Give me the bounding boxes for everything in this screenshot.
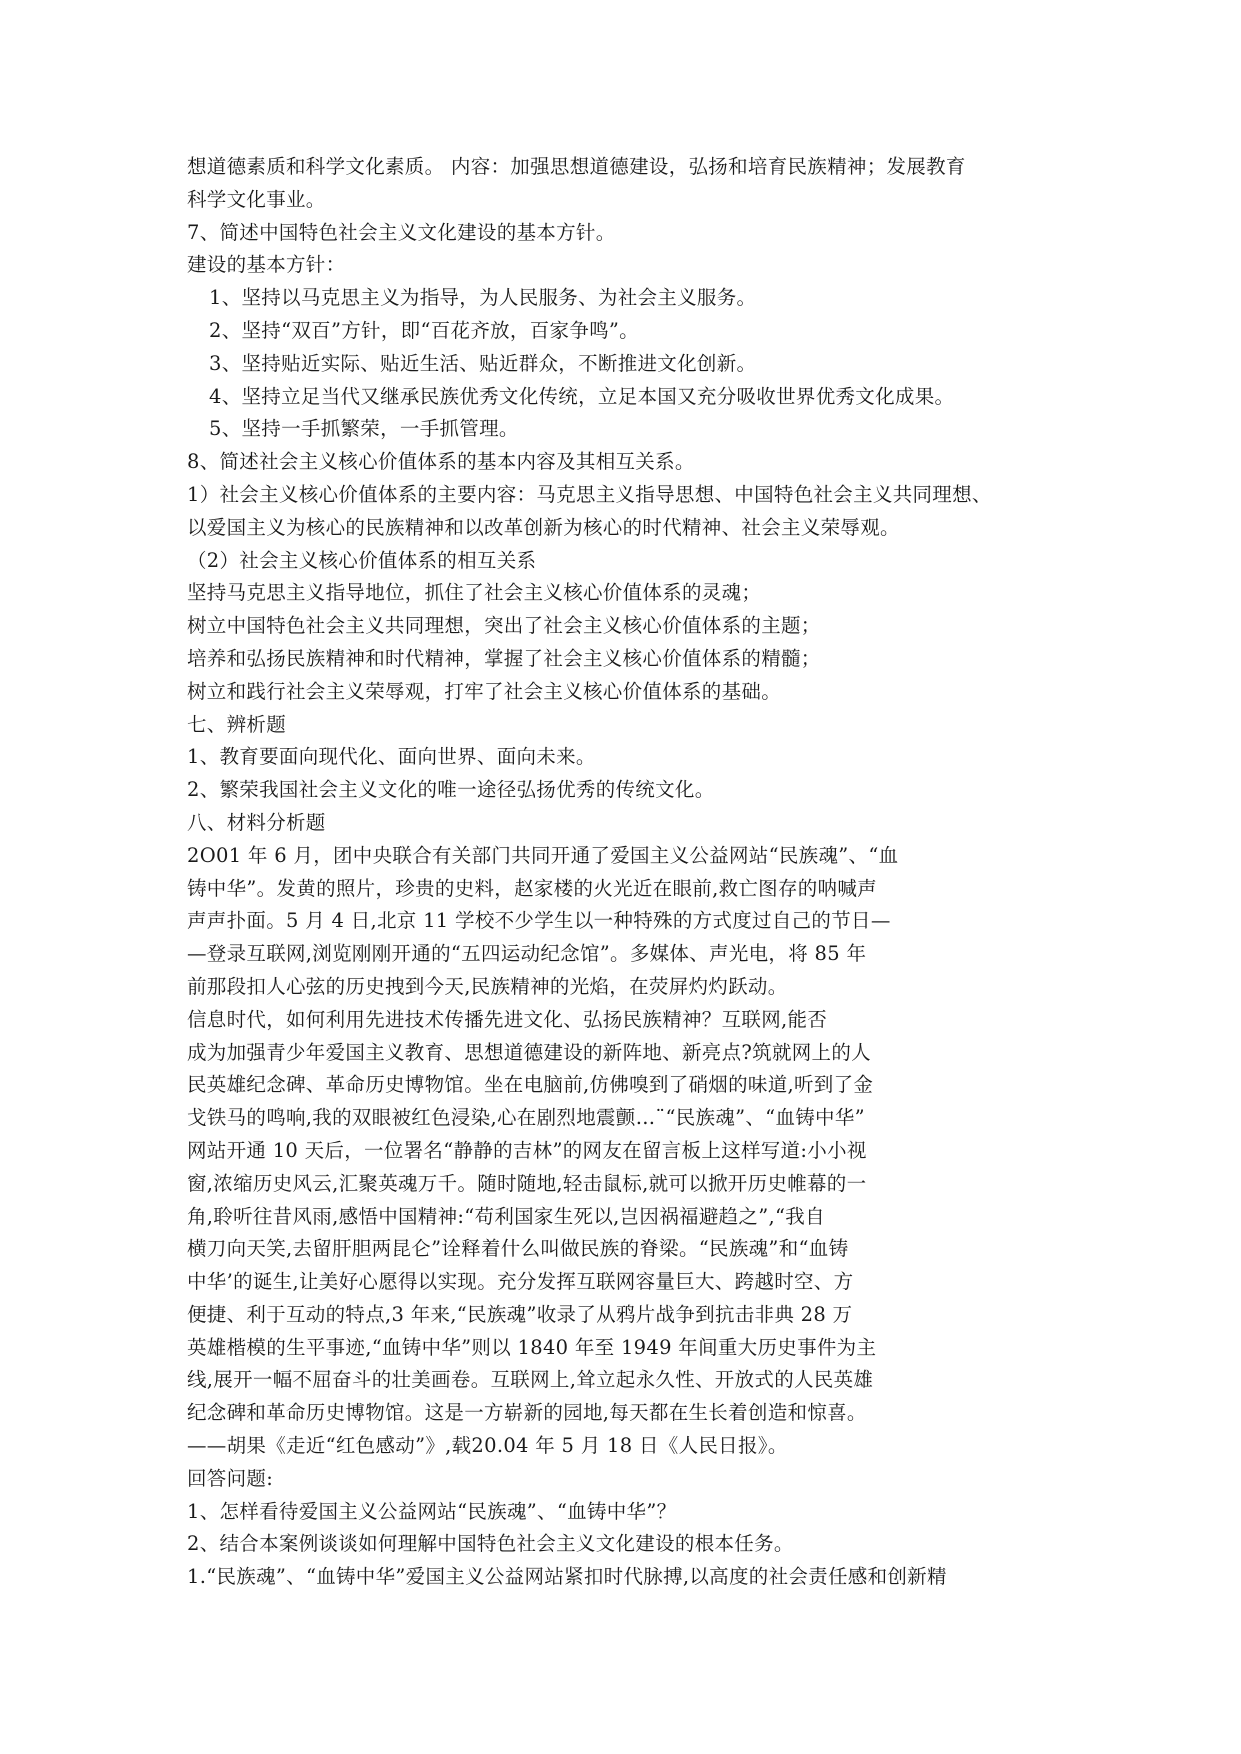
list-item: 1、怎样看待爱国主义公益网站“民族魂”、“血铸中华”？ [187, 1499, 677, 1523]
material-line: 网站开通 10 天后，一位署名“静静的吉林”的网友在留言板上这样写道:小小视 [187, 1138, 867, 1162]
text-line: 建设的基本方针： [187, 253, 346, 277]
text-line: 树立中国特色社会主义共同理想，突出了社会主义核心价值体系的主题； [187, 614, 821, 638]
material-line: 铸中华”。发黄的照片，珍贵的史料，赵家楼的火光近在眼前,救亡图存的呐喊声 [187, 876, 877, 900]
material-line: 民英雄纪念碑、革命历史博物馆。坐在电脑前,仿佛嗅到了硝烟的味道,听到了金 [187, 1073, 874, 1097]
material-line: 线,展开一幅不屈奋斗的壮美画卷。互联网上,耸立起永久性、开放式的人民英雄 [187, 1368, 874, 1392]
material-line: 角,聆听往昔风雨,感悟中国精神:“苟利国家生死以,岂因祸福避趋之”,“我自 [187, 1204, 825, 1228]
section-heading: 七、辨析题 [187, 712, 287, 736]
material-line: —登录互联网,浏览刚刚开通的“五四运动纪念馆”。多媒体、声光电，将 85 年 [187, 942, 867, 966]
material-line: 英雄楷模的生平事迹,“血铸中华”则以 1840 年至 1949 年间重大历史事件为主 [187, 1335, 877, 1359]
material-line: 便捷、利于互动的特点,3 年来,“民族魂”收录了从鸦片战争到抗击非典 28 万 [187, 1302, 853, 1326]
question-heading: 8、简述社会主义核心价值体系的基本内容及其相互关系。 [187, 450, 695, 474]
text-line: 科学文化事业。 [187, 187, 326, 211]
text-line: 培养和弘扬民族精神和时代精神，掌握了社会主义核心价值体系的精髓； [187, 646, 821, 670]
section-heading: 八、材料分析题 [187, 810, 326, 834]
material-line: 窗,浓缩历史风云,汇聚英魂万千。随时随地,轻击鼠标,就可以掀开历史帷幕的一 [187, 1171, 867, 1195]
text-line: 回答问题: [187, 1466, 274, 1490]
text-line: 1）社会主义核心价值体系的主要内容：马克思主义指导思想、中国特色社会主义共同理想、 [187, 482, 992, 506]
list-item: 5、坚持一手抓繁荣，一手抓管理。 [209, 417, 519, 441]
material-line: 2O01 年 6 月，团中央联合有关部门共同开通了爱国主义公益网站“民族魂”、“血 [187, 843, 899, 867]
list-item: 4、坚持立足当代又继承民族优秀文化传统，立足本国又充分吸收世界优秀文化成果。 [209, 384, 955, 408]
material-line: 纪念碑和革命历史博物馆。这是一方崭新的园地,每天都在生长着创造和惊喜。 [187, 1401, 867, 1425]
text-line: （2）社会主义核心价值体系的相互关系 [187, 548, 537, 572]
material-line: 戈铁马的鸣响,我的双眼被红色浸染,心在剧烈地震颤…¨“民族魂”、“血铸中华” [187, 1106, 865, 1130]
citation-line: ——胡果《走近“红色感动”》,载20.04 年 5 月 18 日《人民日报》。 [187, 1434, 788, 1458]
material-line: 信息时代，如何利用先进技术传播先进文化、弘扬民族精神？互联网,能否 [187, 1007, 828, 1031]
material-line: 横刀向天笑,去留肝胆两昆仑”诠释着什么叫做民族的脊梁。“民族魂”和“血铸 [187, 1237, 849, 1261]
question-heading: 7、简述中国特色社会主义文化建设的基本方针。 [187, 220, 616, 244]
list-item: 3、坚持贴近实际、贴近生活、贴近群众，不断推进文化创新。 [209, 351, 757, 375]
material-line: 中华’的诞生,让美好心愿得以实现。充分发挥互联网容量巨大、跨越时空、方 [187, 1270, 854, 1294]
list-item: 1、教育要面向现代化、面向世界、面向未来。 [187, 745, 596, 769]
material-line: 成为加强青少年爱国主义教育、思想道德建设的新阵地、新亮点?筑就网上的人 [187, 1040, 871, 1064]
material-line: 前那段扣人心弦的历史拽到今天,民族精神的光焰，在荧屏灼灼跃动。 [187, 974, 788, 998]
list-item: 2、繁荣我国社会主义文化的唯一途径弘扬优秀的传统文化。 [187, 778, 715, 802]
list-item: 1、坚持以马克思主义为指导，为人民服务、为社会主义服务。 [209, 286, 757, 310]
text-line: 以爱国主义为核心的民族精神和以改革创新为核心的时代精神、社会主义荣辱观。 [187, 515, 900, 539]
list-item: 2、坚持“双百”方针，即“百花齐放，百家争鸣”。 [209, 318, 639, 342]
text-line: 坚持马克思主义指导地位，抓住了社会主义核心价值体系的灵魂； [187, 581, 762, 605]
text-line: 想道德素质和科学文化素质。 内容：加强思想道德建设，弘扬和培育民族精神；发展教育 [187, 155, 966, 178]
material-line: 声声扑面。5 月 4 日,北京 11 学校不少学生以一种特殊的方式度过自己的节日— [187, 909, 891, 933]
list-item: 2、结合本案例谈谈如何理解中国特色社会主义文化建设的根本任务。 [187, 1532, 794, 1556]
document-body [187, 151, 1067, 1594]
text-line: 1.“民族魂”、“血铸中华”爱国主义公益网站紧扣时代脉搏,以高度的社会责任感和创新精 [187, 1565, 947, 1589]
text-line: 树立和践行社会主义荣辱观，打牢了社会主义核心价值体系的基础。 [187, 679, 782, 703]
